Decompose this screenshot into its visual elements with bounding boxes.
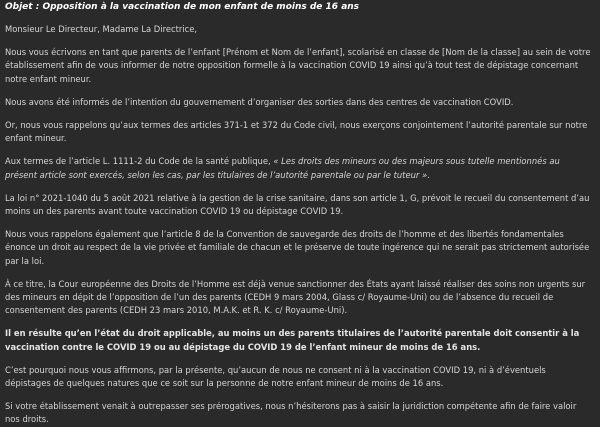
letter-subject: Objet : Opposition à la vaccination de mon enfant de moins de 16 ans (5, 2, 360, 12)
paragraph-government-intent: Nous avons été informés de l’intention du gouvernement d’organiser des sorties dans des centres de vaccination COVID. (5, 96, 514, 107)
paragraph-human-rights-convention: Nous vous rappelons également que l’article 8 de la Convention de sauvegarde des droits de l’homme et des libertés fondamentales énonce un droit au respect de la vie privée et familiale de chacun et le préserve de toute ingérence qui ne serait pas strictement autorisée par la loi. (5, 229, 590, 266)
paragraph-law-2021: La loi n° 2021-1040 du 5 août 2021 relative à la gestion de la crise sanitaire, dans son article 1, G, prévoit le recueil du consentement d’au moins un des parents avant toute vaccination COVID 19 ou dépistage COVID 19. (5, 192, 590, 217)
paragraph-intro: Nous vous écrivons en tant que parents de l’enfant [Prénom et Nom de l’enfant], scolarisé en classe de [Nom de la classe] au sein de votre établissement afin de vous informer de notre opposition formelle à la vaccination COVID 19 ainsi qu’à tout test de dépistage concernant notre enfant mineur. (5, 47, 591, 84)
paragraph-conclusion-law: Il en résulte qu’en l’état du droit applicable, au moins un des parents titulaires de l’autorité parentale doit consentir à la vaccination contre le COVID 19 ou au dépistage du COVID 19 de l’enfant mineur de moins de 16 ans. (5, 328, 580, 352)
letter-page (0, 2, 600, 425)
public-health-code-end: . (427, 169, 430, 180)
paragraph-public-health-code (5, 155, 592, 181)
public-health-code-quote: « Les droits des mineurs ou des majeurs sous tutelle mentionnés au présent article sont exercés, selon les cas, par les titulaires de l’autorité parentale ou par le tuteur » (5, 156, 560, 180)
public-health-code-lead: Aux termes de l’article L. 1111-2 du Code de la santé publique, (5, 156, 274, 167)
paragraph-european-court: À ce titre, la Cour européenne des Droits de l’Homme est déjà venue sanctionner des États ayant laissé réaliser des soins non urgents sur des mineurs en dépit de l’opposition de l’un des parents (CEDH 9 mars 2004, Glass c/ Royaume-Uni) ou de l’absence du recueil de consentement des parents (CEDH 23 mars 2010, M.A.K. et R. K. c/ Royaume-Uni). (5, 278, 586, 316)
paragraph-civil-code: Or, nous vous rappelons qu’aux termes des articles 371-1 et 372 du Code civil, nous exerçons conjointement l’autorité parentale sur notre enfant mineur. (5, 120, 588, 144)
paragraph-refusal: C’est pourquoi nous vous affirmons, par la présente, qu’aucun de nous ne consent ni à la vaccination COVID 19, ni à d’éventuels dépistages de quelques natures que ce soit sur la personne de notre enfant mineur de moins de 16 ans. (5, 364, 546, 389)
paragraph-warning: Si votre établissement venait à outrepasser ses prérogatives, nous n’hésiterons pas à saisir la juridiction compétente afin de faire valoir nos droits. (5, 401, 577, 425)
salutation: Monsieur Le Directeur, Madame La Directrice, (5, 24, 198, 34)
